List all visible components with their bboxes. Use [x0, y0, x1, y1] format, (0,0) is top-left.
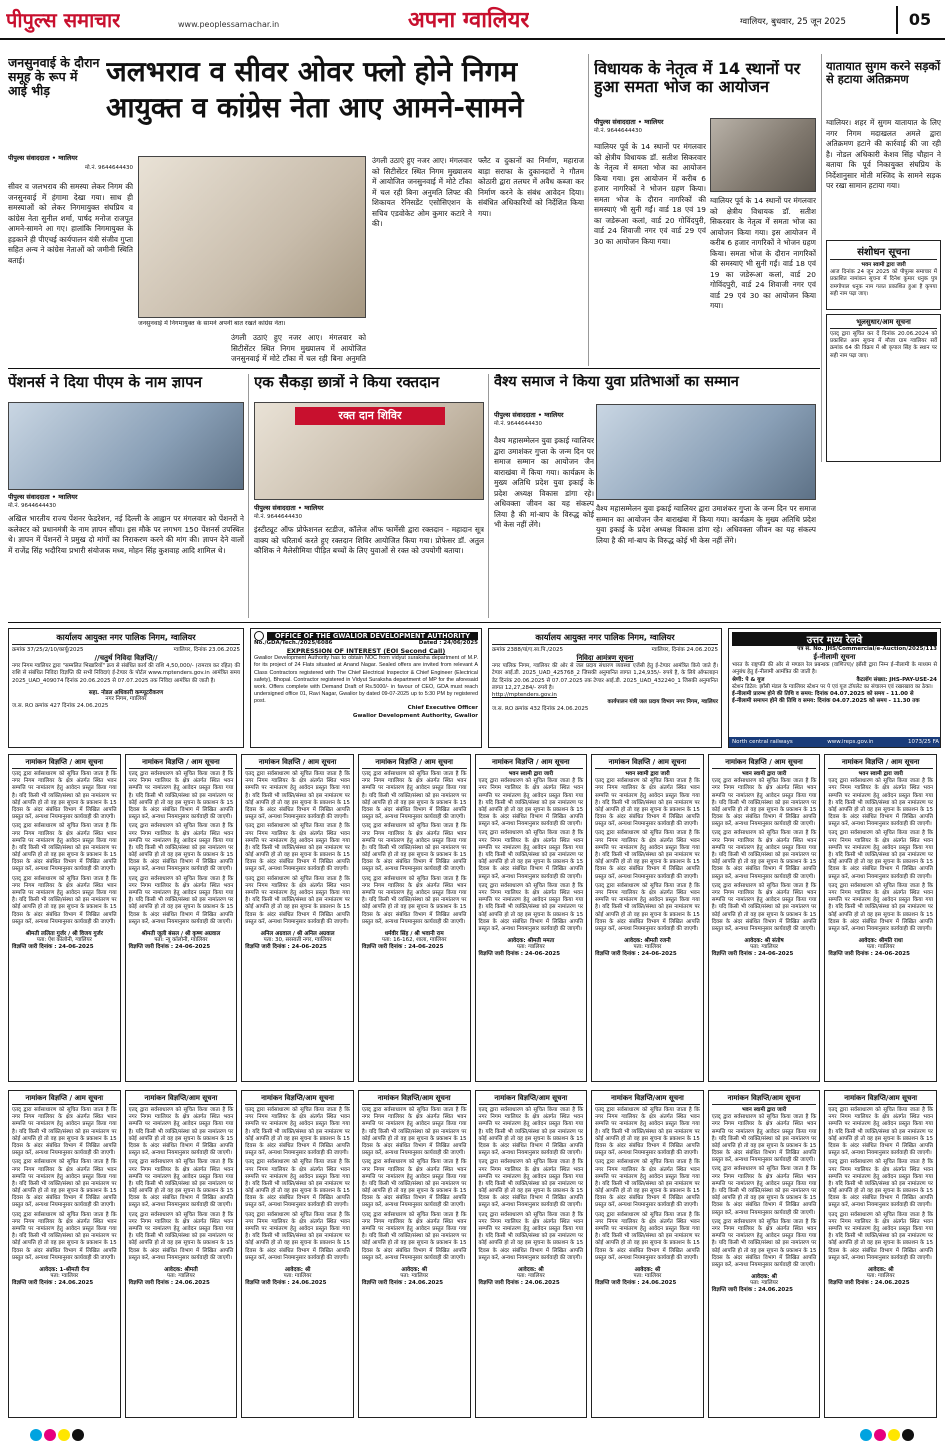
- byline-text: पीपुल्स संवाददाता • ग्वालियर: [254, 504, 324, 512]
- notice-body: एतद् द्वारा सर्वसाधारण को सूचित किया जाता है कि नगर निगम ग्वालियर के क्षेत्र अंतर्गत स्थित भवन सम्पत्ति पर नामांतरण हेतु आवेदन प्रस्तुत किया गया है। यदि किसी भी व्यक्ति/संस्था को इस नामांतरण पर कोई आपत्ति हो तो वह इस सूचना के प्रकाशन के 15 दिवस के अंदर संबंधित विभाग में लिखित आपत्ति प्रस्तुत करें, अन्यथा नियमानुसार कार्यवाही की जाएगी।: [128, 1159, 234, 1209]
- pensioners-text: अखिल भारतीय राज्य पेंशनर फेडरेशन, नई दिल्ली के आह्वान पर मंगलवार को पेंशनरों ने कलेक्टर को प्रधानमंत्री के नाम ज्ञापन सौंपा। इस मौके पर लगभग 150 पेंशनर्स उपस्थित थे। ज्ञापन में पेंशनरों ने प्रमुख दो मांगों का निराकरण करने की मांग की। ज्ञापन देने वालों में राजेंद्र सिंह भदौरिया प्रभारी संयोजक मध्य, मोहन सिंह कुशवाह आदि शामिल थे।: [8, 514, 244, 555]
- notice-signatory: अनिल अग्रवाल / श्री अनिल अग्रवाल: [260, 930, 335, 937]
- notice-signatory: श्रीमती जूली बंसल / श्री कृष्ण अग्रवाल: [141, 930, 221, 937]
- lead-col-2: उंगली उठाएं हुए नजर आए। मंगलवार को सिटीसेंटर स्थित निगम मुख्यालय में आयोजित जनसुनवाई में मोटे टाँका में चल रही बिना अनुमति: [231, 333, 366, 363]
- right-headline: विधायक के नेतृत्व में 14 स्थानों पर हुआ समता भोज का आयोजन: [594, 60, 801, 96]
- notice-body: एतद् द्वारा सर्वसाधारण को सूचित किया जाता है कि नगर निगम ग्वालियर के क्षेत्र अंतर्गत स्थित भवन सम्पत्ति पर नामांतरण हेतु आवेदन प्रस्तुत किया गया है। यदि किसी भी व्यक्ति/संस्था को इस नामांतरण पर कोई आपत्ति हो तो वह इस सूचना के प्रकाशन के 15 दिवस के अंदर संबंधित विभाग में लिखित आपत्ति प्रस्तुत करें, अन्यथा नियमानुसार कार्यवाही की जाएगी।: [478, 1211, 584, 1261]
- notice-body: एतद् द्वारा सर्वसाधारण को सूचित किया जाता है कि नगर निगम ग्वालियर के क्षेत्र अंतर्गत स्थित भवन सम्पत्ति पर नामांतरण हेतु आवेदन प्रस्तुत किया गया है। यदि किसी भी व्यक्ति/संस्था को इस नामांतरण पर कोई आपत्ति हो तो वह इस सूचना के प्रकाशन के 15 दिवस के अंदर संबंधित विभाग में लिखित आपत्ति प्रस्तुत करें, अन्यथा नियमानुसार कार्यवाही की जाएगी।: [245, 875, 350, 925]
- notice-date: विज्ञप्ति जारी दिनांक : 24.06.2025: [595, 1280, 677, 1287]
- ad-date: ग्वालियर, दिनांक 23.06.2025: [173, 647, 240, 653]
- notice-body: एतद् द्वारा सर्वसाधारण को सूचित किया जाता है कि नगर निगम ग्वालियर के क्षेत्र अंतर्गत स्थित भवन सम्पत्ति पर नामांतरण हेतु आवेदन प्रस्तुत किया गया है। यदि किसी भी व्यक्ति/संस्था को इस नामांतरण पर कोई आपत्ति हो तो वह इस सूचना के प्रकाशन के 15 दिवस के अंदर संबंधित विभाग में लिखित आपत्ति प्रस्तुत करें, अन्यथा नियमानुसार कार्यवाही की जाएगी।: [595, 1211, 700, 1261]
- gda-logo: [254, 631, 264, 641]
- lead-col-3: उंगली उठाएं हुए नजर आए। मंगलवार को सिटीसेंटर स्थित निगम मुख्यालय में आयोजित जनसुनवाई में मोटे टाँका में चल रही बिना अनुमति लिफ्ट की शिकायत रेनिसडेंट एसोसिएशन के सचिव एडवोकेट ओम कुमार कटारे ने की।: [372, 156, 472, 229]
- notice-title: नामांकन विज्ञप्ति / आम सूचना: [595, 758, 700, 769]
- lead-photo: [138, 156, 366, 318]
- cmyk-mark: [30, 1429, 42, 1441]
- notice-subtitle: भवन स्वामी द्वारा जारी: [741, 1107, 787, 1113]
- divider: [248, 374, 249, 618]
- divider: [8, 622, 941, 623]
- ad-title: कार्यालय आयुक्त नगर पालिक निगम, ग्वालियर: [12, 632, 240, 645]
- lead-headline: जलभराव व सीवर ओवर फ्लो होने निगम आयुक्त व कांग्रेस नेता आए आमने-सामने: [106, 55, 524, 124]
- vaishya-text: वैश्य महासम्मेलन युवा इकाई ग्वालियर द्वारा उमाशंकर गुप्ता के जन्म दिन पर समाज सम्मान का आयोजन जैन बाराखंबा में किया गया। कार्यक्रम के मुख्य अतिथि प्रदेश युवा इकाई के प्रदेश अध्यक्ष विकास डांगा रहे। अधिवक्ता जीवन का यह संकल्प लिया है की मां-बाप के विरुद्ध कोई भी केस नहीं लेंगे।: [494, 436, 594, 530]
- ad-footer: ज.स. RO क्रमांक 427 दिनांक 24.06.2025: [12, 702, 109, 709]
- pensioners-byline: [8, 492, 128, 514]
- side-text: ग्वालियर। शहर में सुगम यातायात के लिए नगर निगम मदाखलत अमले द्वारा अतिक्रमण हटाने की कार्रवाई की जा रही है। नोडल अधिकारी केशव सिंह चौहान ने बताया कि पूर्व निकायुक्त संघप्रिय के निर्देशानुसार मोती मस्जिद के सामने सड़क पर रखा सामान हटाया गया।: [826, 118, 941, 191]
- notice-date: विज्ञप्ति जारी दिनांक : 24.06.2025: [828, 1280, 910, 1287]
- notice-body: एतद् द्वारा सर्वसाधारण को सूचित किया जाता है कि नगर निगम ग्वालियर के क्षेत्र अंतर्गत स्थित भवन सम्पत्ति पर नामांतरण हेतु आवेदन प्रस्तुत किया गया है। यदि किसी भी व्यक्ति/संस्था को इस नामांतरण पर कोई आपत्ति हो तो वह इस सूचना के प्रकाशन के 15 दिवस के अंदर संबंधित विभाग में लिखित आपत्ति प्रस्तुत करें, अन्यथा नियमानुसार कार्यवाही की जाएगी।: [828, 882, 933, 932]
- dateline: ग्वालियर, बुधवार, 25 जून 2025: [740, 17, 846, 27]
- notice-date: विज्ञप्ति जारी दिनांक : 24-06-2025: [828, 951, 910, 958]
- ad-ref: No./GDA/Tech./2025/6086: [254, 640, 333, 646]
- lead-photo-caption: जनसुनवाई में निगमायुक्त के सामने अपनी बात रखते कांग्रेस नेता।: [138, 320, 286, 327]
- ad-station: स्टेशन डिटेल: झाँसी मंडल के ग्वालियर स्टेशन पर पे एवं यूज टॉयलेट का संचालन एवं रखरखाव का ठेका।: [732, 683, 933, 690]
- notice-body: एतद् द्वारा सर्वसाधारण को सूचित किया जाता है कि नगर निगम ग्वालियर के क्षेत्र अंतर्गत स्थित भवन सम्पत्ति पर नामांतरण हेतु आवेदन प्रस्तुत किया गया है। यदि किसी भी व्यक्ति/संस्था को इस नामांतरण पर कोई आपत्ति हो तो वह इस सूचना के प्रकाशन के 15 दिवस के अंदर संबंधित विभाग में लिखित आपत्ति प्रस्तुत करें, अन्यथा नियमानुसार कार्यवाही की जाएगी।: [245, 1159, 350, 1209]
- classified-notice: [125, 754, 238, 1082]
- classified-notice: [358, 754, 471, 1082]
- notice-body: एतद् द्वारा सर्वसाधारण को सूचित किया जाता है कि नगर निगम ग्वालियर के क्षेत्र अंतर्गत स्थित भवन सम्पत्ति पर नामांतरण हेतु आवेदन प्रस्तुत किया गया है। यदि किसी भी व्यक्ति/संस्था को इस नामांतरण पर कोई आपत्ति हो तो वह इस सूचना के प्रकाशन के 15 दिवस के अंदर संबंधित विभाग में लिखित आपत्ति प्रस्तुत करें, अन्यथा नियमानुसार कार्यवाही की जाएगी।: [361, 1159, 467, 1209]
- ad-sign: Chief Executive Officer: [407, 705, 478, 712]
- notice-signatory: धर्मवीर सिंह / श्री भवानी राम: [384, 930, 444, 937]
- lead-byline: [8, 153, 133, 179]
- notice-address: पता: ग्वालियर: [166, 1272, 195, 1279]
- notice-body: एतद् द्वारा सर्वसाधारण को सूचित किया जाता है कि नगर निगम ग्वालियर के क्षेत्र अंतर्गत स्थित भवन सम्पत्ति पर नामांतरण हेतु आवेदन प्रस्तुत किया गया है। यदि किसी भी व्यक्ति/संस्था को इस नामांतरण पर कोई आपत्ति हो तो वह इस सूचना के प्रकाशन के 15 दिवस के अंदर संबंधित विभाग में लिखित आपत्ति प्रस्तुत करें, अन्यथा नियमानुसार कार्यवाही की जाएगी।: [828, 1159, 933, 1209]
- cmyk-mark: [44, 1429, 56, 1441]
- notice-address: पता: ग्वालियर: [750, 944, 779, 951]
- notice-body: एतद् द्वारा सूचित कर दें दिनांक 20.06.2024 को प्रकाशित आम सूचना में मौजा ग्राम ग्वालियर सर्वे क्रमांक 64 की विक्रय में श्री कृपाल सिंह के स्थान पर सही नाम पढ़ा जाए।: [830, 331, 937, 359]
- notice-body: एतद् द्वारा सर्वसाधारण को सूचित किया जाता है कि नगर निगम ग्वालियर के क्षेत्र अंतर्गत स्थित भवन सम्पत्ति पर नामांतरण हेतु आवेदन प्रस्तुत किया गया है। यदि किसी भी व्यक्ति/संस्था को इस नामांतरण पर कोई आपत्ति हो तो वह इस सूचना के प्रकाशन के 15 दिवस के अंदर संबंधित विभाग में लिखित आपत्ति प्रस्तुत करें, अन्यथा नियमानुसार कार्यवाही की जाएगी।: [12, 771, 117, 821]
- ad-date: ग्वालियर, दिनांक 24.06.2025: [651, 647, 718, 653]
- notice-body: एतद् द्वारा सर्वसाधारण को सूचित किया जाता है कि नगर निगम ग्वालियर के क्षेत्र अंतर्गत स्थित भवन सम्पत्ति पर नामांतरण हेतु आवेदन प्रस्तुत किया गया है। यदि किसी भी व्यक्ति/संस्था को इस नामांतरण पर कोई आपत्ति हो तो वह इस सूचना के प्रकाशन के 15 दिवस के अंदर संबंधित विभाग में लिखित आपत्ति प्रस्तुत करें, अन्यथा नियमानुसार कार्यवाही की जाएगी।: [478, 778, 584, 828]
- notice-address: पता: ग्वालियर: [283, 1272, 312, 1279]
- cmyk-mark: [902, 1429, 914, 1441]
- notice-date: विज्ञप्ति जारी दिनांक : 24.06.2025: [361, 1280, 444, 1287]
- notice-signatory: आवेदक: श्री: [867, 1266, 894, 1273]
- classified-notice: [824, 1090, 937, 1418]
- notice-body: आज दिनांक 24 जून 2025 को पीपुल्स समाचार में प्रकाशित नामांकन सूचना में दिनेश कुमार धनुक पुत्र रामगोपाल धनुक नाम गलत प्रकाशित हुआ है कृपया सही नाम पढ़ा जाए।: [830, 269, 937, 297]
- notice-address: पता: ग्वालियर: [400, 1272, 429, 1279]
- notice-date: विज्ञप्ति जारी दिनांक : 24-06-2025: [595, 951, 677, 958]
- notice-subtitle: भवन स्वामी द्वारा जारी: [508, 771, 554, 777]
- notice-body: एतद् द्वारा सर्वसाधारण को सूचित किया जाता है कि नगर निगम ग्वालियर के क्षेत्र अंतर्गत स्थित भवन सम्पत्ति पर नामांतरण हेतु आवेदन प्रस्तुत किया गया है। यदि किसी भी व्यक्ति/संस्था को इस नामांतरण पर कोई आपत्ति हो तो वह इस सूचना के प्रकाशन के 15 दिवस के अंदर संबंधित विभाग में लिखित आपत्ति प्रस्तुत करें, अन्यथा नियमानुसार कार्यवाही की जाएगी।: [478, 1159, 584, 1209]
- bhoomi-notice: [826, 314, 941, 462]
- notice-body: एतद् द्वारा सर्वसाधारण को सूचित किया जाता है कि नगर निगम ग्वालियर के क्षेत्र अंतर्गत स्थित भवन सम्पत्ति पर नामांतरण हेतु आवेदन प्रस्तुत किया गया है। यदि किसी भी व्यक्ति/संस्था को इस नामांतरण पर कोई आपत्ति हो तो वह इस सूचना के प्रकाशन के 15 दिवस के अंदर संबंधित विभाग में लिखित आपत्ति प्रस्तुत करें, अन्यथा नियमानुसार कार्यवाही की जाएगी।: [828, 778, 933, 828]
- notice-body: एतद् द्वारा सर्वसाधारण को सूचित किया जाता है कि नगर निगम ग्वालियर के क्षेत्र अंतर्गत स्थित भवन सम्पत्ति पर नामांतरण हेतु आवेदन प्रस्तुत किया गया है। यदि किसी भी व्यक्ति/संस्था को इस नामांतरण पर कोई आपत्ति हो तो वह इस सूचना के प्रकाशन के 15 दिवस के अंदर संबंधित विभाग में लिखित आपत्ति प्रस्तुत करें, अन्यथा नियमानुसार कार्यवाही की जाएगी।: [245, 823, 350, 873]
- notice-body: एतद् द्वारा सर्वसाधारण को सूचित किया जाता है कि नगर निगम ग्वालियर के क्षेत्र अंतर्गत स्थित भवन सम्पत्ति पर नामांतरण हेतु आवेदन प्रस्तुत किया गया है। यदि किसी भी व्यक्ति/संस्था को इस नामांतरण पर कोई आपत्ति हो तो वह इस सूचना के प्रकाशन के 15 दिवस के अंदर संबंधित विभाग में लिखित आपत्ति प्रस्तुत करें, अन्यथा नियमानुसार कार्यवाही की जाएगी।: [361, 1211, 467, 1261]
- notice-date: विज्ञप्ति जारी दिनांक : 24-06-2025: [361, 944, 444, 951]
- brand-name: पीपुल्स समाचार: [6, 8, 121, 32]
- notice-title: नामांकन विज्ञप्ति/आम सूचना: [479, 1094, 584, 1105]
- divider: [588, 54, 589, 366]
- notice-subtitle: भवन स्वामी द्वारा जारी: [741, 771, 787, 777]
- classified-notice: [708, 1090, 821, 1418]
- notice-body: एतद् द्वारा सर्वसाधारण को सूचित किया जाता है कि नगर निगम ग्वालियर के क्षेत्र अंतर्गत स्थित भवन सम्पत्ति पर नामांतरण हेतु आवेदन प्रस्तुत किया गया है। यदि किसी भी व्यक्ति/संस्था को इस नामांतरण पर कोई आपत्ति हो तो वह इस सूचना के प्रकाशन के 15 दिवस के अंदर संबंधित विभाग में लिखित आपत्ति प्रस्तुत करें, अन्यथा नियमानुसार कार्यवाही की जाएगी।: [478, 830, 584, 880]
- notice-title: नामांकन विज्ञप्ति / आम सूचना: [245, 758, 350, 769]
- notice-body: एतद् द्वारा सर्वसाधारण को सूचित किया जाता है कि नगर निगम ग्वालियर के क्षेत्र अंतर्गत स्थित भवन सम्पत्ति पर नामांतरण हेतु आवेदन प्रस्तुत किया गया है। यदि किसी भी व्यक्ति/संस्था को इस नामांतरण पर कोई आपत्ति हो तो वह इस सूचना के प्रकाशन के 15 दिवस के अंदर संबंधित विभाग में लिखित आपत्ति प्रस्तुत करें, अन्यथा नियमानुसार कार्यवाही की जाएगी।: [12, 823, 117, 873]
- notice-subtitle: भवन स्वामी द्वारा जारी: [858, 771, 903, 777]
- side-headline: यातायात सुगम करने सड़कों से हटाया अतिक्रमण: [826, 60, 941, 86]
- notice-body: एतद् द्वारा सर्वसाधारण को सूचित किया जाता है कि नगर निगम ग्वालियर के क्षेत्र अंतर्गत स्थित भवन सम्पत्ति पर नामांतरण हेतु आवेदन प्रस्तुत किया गया है। यदि किसी भी व्यक्ति/संस्था को इस नामांतरण पर कोई आपत्ति हो तो वह इस सूचना के प्रकाशन के 15 दिवस के अंदर संबंधित विभाग में लिखित आपत्ति प्रस्तुत करें, अन्यथा नियमानुसार कार्यवाही की जाएगी।: [128, 823, 234, 873]
- classified-notice: [475, 754, 588, 1082]
- notice-body: एतद् द्वारा सर्वसाधारण को सूचित किया जाता है कि नगर निगम ग्वालियर के क्षेत्र अंतर्गत स्थित भवन सम्पत्ति पर नामांतरण हेतु आवेदन प्रस्तुत किया गया है। यदि किसी भी व्यक्ति/संस्था को इस नामांतरण पर कोई आपत्ति हो तो वह इस सूचना के प्रकाशन के 15 दिवस के अंदर संबंधित विभाग में लिखित आपत्ति प्रस्तुत करें, अन्यथा नियमानुसार कार्यवाही की जाएगी।: [245, 1211, 350, 1261]
- classified-notice: [241, 1090, 354, 1418]
- notice-date: विज्ञप्ति जारी दिनांक : 24.06.2025: [128, 1280, 210, 1287]
- notice-signatory: आवेदक: 1-श्रीमती रीना: [39, 1266, 90, 1273]
- notice-signatory: आवेदक: श्री: [751, 1274, 777, 1281]
- railway-footer: 1073/25 FA: [907, 739, 939, 745]
- notice-body: एतद् द्वारा सर्वसाधारण को सूचित किया जाता है कि नगर निगम ग्वालियर के क्षेत्र अंतर्गत स्थित भवन सम्पत्ति पर नामांतरण हेतु आवेदन प्रस्तुत किया गया है। यदि किसी भी व्यक्ति/संस्था को इस नामांतरण पर कोई आपत्ति हो तो वह इस सूचना के प्रकाशन के 15 दिवस के अंदर संबंधित विभाग में लिखित आपत्ति प्रस्तुत करें, अन्यथा नियमानुसार कार्यवाही की जाएगी।: [128, 1211, 234, 1261]
- notice-body: एतद् द्वारा सर्वसाधारण को सूचित किया जाता है कि नगर निगम ग्वालियर के क्षेत्र अंतर्गत स्थित भवन सम्पत्ति पर नामांतरण हेतु आवेदन प्रस्तुत किया गया है। यदि किसी भी व्यक्ति/संस्था को इस नामांतरण पर कोई आपत्ति हो तो वह इस सूचना के प्रकाशन के 15 दिवस के अंदर संबंधित विभाग में लिखित आपत्ति प्रस्तुत करें, अन्यथा नियमानुसार कार्यवाही की जाएगी।: [478, 1107, 584, 1157]
- ad-subtitle: EXPRESSION OF INTEREST (EOI Second Call): [286, 647, 446, 656]
- ad-footer-bar: [729, 737, 941, 747]
- notice-signatory: आवेदक: श्रीमति राधा: [858, 938, 903, 945]
- section-title: अपना ग्वालियर: [408, 8, 530, 33]
- blood-photo: [254, 402, 484, 500]
- ad-title: कार्यालय आयुक्त नगर पालिक निगम, ग्वालियर: [492, 632, 718, 645]
- notice-address: पता: 30, सरस्वती नगर, ग्वालियर: [263, 936, 332, 943]
- blood-banner: रक्त दान शिविर: [295, 407, 445, 425]
- classified-notice: [125, 1090, 238, 1418]
- pensioners-headline: पेंशनर्स ने दिया पीएम के नाम ज्ञापन: [8, 374, 202, 391]
- notice-body: एतद् द्वारा सर्वसाधारण को सूचित किया जाता है कि नगर निगम ग्वालियर के क्षेत्र अंतर्गत स्थित भवन सम्पत्ति पर नामांतरण हेतु आवेदन प्रस्तुत किया गया है। यदि किसी भी व्यक्ति/संस्था को इस नामांतरण पर कोई आपत्ति हो तो वह इस सूचना के प्रकाशन के 15 दिवस के अंदर संबंधित विभाग में लिखित आपत्ति प्रस्तुत करें, अन्यथा नियमानुसार कार्यवाही की जाएगी।: [595, 882, 700, 932]
- lead-col-4: फ्लैट व दुकानों का निर्माण, महाराज बाड़ा सराफा के दुकानदारों ने गौतम कोठारी द्वारा तलघर में अवैध कब्जा कर निर्माण करने के संबंध आवेदन दिया। संबंधित अधिकारियों को निर्देशित किया गया।: [478, 156, 584, 218]
- notice-title: नामांकन विज्ञप्ति/आम सूचना: [362, 1094, 467, 1105]
- notice-body: एतद् द्वारा सर्वसाधारण को सूचित किया जाता है कि नगर निगम ग्वालियर के क्षेत्र अंतर्गत स्थित भवन सम्पत्ति पर नामांतरण हेतु आवेदन प्रस्तुत किया गया है। यदि किसी भी व्यक्ति/संस्था को इस नामांतरण पर कोई आपत्ति हो तो वह इस सूचना के प्रकाशन के 15 दिवस के अंदर संबंधित विभाग में लिखित आपत्ति प्रस्तुत करें, अन्यथा नियमानुसार कार्यवाही की जाएगी।: [711, 882, 817, 932]
- notice-body: एतद् द्वारा सर्वसाधारण को सूचित किया जाता है कि नगर निगम ग्वालियर के क्षेत्र अंतर्गत स्थित भवन सम्पत्ति पर नामांतरण हेतु आवेदन प्रस्तुत किया गया है। यदि किसी भी व्यक्ति/संस्था को इस नामांतरण पर कोई आपत्ति हो तो वह इस सूचना के प्रकाशन के 15 दिवस के अंदर संबंधित विभाग में लिखित आपत्ति प्रस्तुत करें, अन्यथा नियमानुसार कार्यवाही की जाएगी।: [12, 1159, 117, 1209]
- ad-category: श्रेणी: पे & यूज: [732, 676, 765, 683]
- ad-subtitle: ई-नीलामी सूचना: [813, 653, 856, 662]
- ad-title: उत्तर मध्य रेलवे: [732, 632, 937, 646]
- cmyk-mark: [888, 1429, 900, 1441]
- mobile-number: मो.नं. 9644644430: [594, 128, 643, 134]
- notice-signatory: आवेदक: श्री: [634, 1266, 661, 1273]
- ad-start: ई-नीलामी प्रारम्भ होने की तिथि व समय: दिनांक 04.07.2025 को समय - 11.00 से: [732, 690, 914, 697]
- notice-body: एतद् द्वारा सर्वसाधारण को सूचित किया जाता है कि नगर निगम ग्वालियर के क्षेत्र अंतर्गत स्थित भवन सम्पत्ति पर नामांतरण हेतु आवेदन प्रस्तुत किया गया है। यदि किसी भी व्यक्ति/संस्था को इस नामांतरण पर कोई आपत्ति हो तो वह इस सूचना के प्रकाशन के 15 दिवस के अंदर संबंधित विभाग में लिखित आपत्ति प्रस्तुत करें, अन्यथा नियमानुसार कार्यवाही की जाएगी।: [245, 771, 350, 821]
- notice-body: एतद् द्वारा सर्वसाधारण को सूचित किया जाता है कि नगर निगम ग्वालियर के क्षेत्र अंतर्गत स्थित भवन सम्पत्ति पर नामांतरण हेतु आवेदन प्रस्तुत किया गया है। यदि किसी भी व्यक्ति/संस्था को इस नामांतरण पर कोई आपत्ति हो तो वह इस सूचना के प्रकाशन के 15 दिवस के अंदर संबंधित विभाग में लिखित आपत्ति प्रस्तुत करें, अन्यथा नियमानुसार कार्यवाही की जाएगी।: [128, 875, 234, 925]
- notice-body: एतद् द्वारा सर्वसाधारण को सूचित किया जाता है कि नगर निगम ग्वालियर के क्षेत्र अंतर्गत स्थित भवन सम्पत्ति पर नामांतरण हेतु आवेदन प्रस्तुत किया गया है। यदि किसी भी व्यक्ति/संस्था को इस नामांतरण पर कोई आपत्ति हो तो वह इस सूचना के प्रकाशन के 15 दिवस के अंदर संबंधित विभाग में लिखित आपत्ति प्रस्तुत करें, अन्यथा नियमानुसार कार्यवाही की जाएगी।: [595, 830, 700, 880]
- notice-date: विज्ञप्ति जारी दिनांक : 24-06-2025: [128, 944, 211, 951]
- ad-end: ई-नीलामी समापन होने की तिथि व समय: दिनांक 04.07.2025 को समय - 11.30 तक: [732, 698, 920, 705]
- divider: [821, 54, 822, 462]
- notice-address: पता: ग्वालियर: [50, 1272, 79, 1279]
- ad-sign: कार्यपालन यंत्री जल प्रदाय विभाग नगर निगम, ग्वालियर: [607, 699, 718, 706]
- mobile-number: मो.नं. 9644644430: [254, 514, 303, 520]
- blood-headline: एक सैकड़ा छात्रों ने किया रक्तदान: [254, 374, 440, 391]
- classified-notice: [708, 754, 821, 1082]
- notice-body: एतद् द्वारा सर्वसाधारण को सूचित किया जाता है कि नगर निगम ग्वालियर के क्षेत्र अंतर्गत स्थित भवन सम्पत्ति पर नामांतरण हेतु आवेदन प्रस्तुत किया गया है। यदि किसी भी व्यक्ति/संस्था को इस नामांतरण पर कोई आपत्ति हो तो वह इस सूचना के प्रकाशन के 15 दिवस के अंदर संबंधित विभाग में लिखित आपत्ति प्रस्तुत करें, अन्यथा नियमानुसार कार्यवाही की जाएगी।: [711, 1218, 817, 1268]
- notice-body: एतद् द्वारा सर्वसाधारण को सूचित किया जाता है कि नगर निगम ग्वालियर के क्षेत्र अंतर्गत स्थित भवन सम्पत्ति पर नामांतरण हेतु आवेदन प्रस्तुत किया गया है। यदि किसी भी व्यक्ति/संस्था को इस नामांतरण पर कोई आपत्ति हो तो वह इस सूचना के प्रकाशन के 15 दिवस के अंदर संबंधित विभाग में लिखित आपत्ति प्रस्तुत करें, अन्यथा नियमानुसार कार्यवाही की जाएगी।: [711, 1114, 817, 1164]
- notice-title: नामांकन विज्ञप्ति / आम सूचना: [828, 758, 933, 769]
- notice-address: पता: ऐश कॉलोनी, ग्वालियर: [36, 936, 92, 943]
- notice-address: पता: ग्वालियर: [866, 1272, 895, 1279]
- notice-title: नामांकन विज्ञप्ति/आम सूचना: [828, 1094, 933, 1105]
- kmc-ad-1: [8, 628, 244, 748]
- ad-link[interactable]: http://mptenders.gov.in: [492, 691, 557, 698]
- notice-title: नामांकन विज्ञप्ति/आम सूचना: [129, 1094, 234, 1105]
- classified-notice: [591, 1090, 704, 1418]
- website-url[interactable]: www.peoplessamachar.in: [178, 20, 280, 29]
- mobile-number: मो.नं. 9644644430: [494, 421, 543, 427]
- ad-body: Gwalior Development Authority has to obtain NOC from vidyut suraksha department of M.P. for its project of 24 Flats situated at Anand Nagar. Sealed offers are invited from relevant A Class Contractors registered with The Chief Electrical Inspector & Chief Engineer (Electrical safety), Bhopal. Contractor registered in Vidyut Suraksha department of MP for the aforesaid work. Offers complete with Demand Draft of Rs.5000/- in favour of CEO, GDA must reach undersigned office 01, Ravi Nagar, Gwalior by dated 09-07-2025 up to 5:30 PM by registered post.: [254, 655, 478, 705]
- ad-subtitle: निविदा आमंत्रण सूचना: [576, 654, 634, 663]
- notice-address: पता: ग्वालियर: [633, 1272, 662, 1279]
- divider: [488, 374, 489, 618]
- byline-text: पीपुल्स संवाददाता • ग्वालियर: [494, 411, 564, 419]
- right-photo: [710, 118, 816, 192]
- byline-text: पीपुल्स संवाददाता • ग्वालियर: [8, 493, 78, 501]
- notice-body: एतद् द्वारा सर्वसाधारण को सूचित किया जाता है कि नगर निगम ग्वालियर के क्षेत्र अंतर्गत स्थित भवन सम्पत्ति पर नामांतरण हेतु आवेदन प्रस्तुत किया गया है। यदि किसी भी व्यक्ति/संस्था को इस नामांतरण पर कोई आपत्ति हो तो वह इस सूचना के प्रकाशन के 15 दिवस के अंदर संबंधित विभाग में लिखित आपत्ति प्रस्तुत करें, अन्यथा नियमानुसार कार्यवाही की जाएगी।: [595, 1107, 700, 1157]
- notice-signatory: आवेदक: श्री: [401, 1266, 428, 1273]
- notice-signatory: आवेदक: श्री संतोष: [744, 938, 784, 945]
- sanshodhan-notice: [826, 240, 941, 310]
- notice-title: नामांकन विज्ञप्ति/आम सूचना: [712, 1094, 817, 1105]
- notice-address: पता: न्यू कॉलोनी, ग्वालियर: [154, 936, 208, 943]
- notice-title: नामांकन विज्ञप्ति / आम सूचना: [712, 758, 817, 769]
- railway-tag: North central railways: [732, 739, 793, 745]
- mobile-number: मो.नं. 9644644430: [84, 165, 133, 171]
- masthead: [0, 0, 945, 40]
- blood-byline: [254, 503, 364, 525]
- classified-notice: [241, 754, 354, 1082]
- ad-meta: [254, 640, 478, 647]
- classified-notice: [475, 1090, 588, 1418]
- lead-kicker: जनसुनवाई के दौरान समूह के रूप में आई भीड़: [8, 56, 100, 98]
- lead-col-1: सीवर व जलभराव की समस्या लेकर निगम की जनसुनवाई में हंगामा देखा गया। साथ ही समस्याओं को लेकर निगमायुक्त संघप्रिय व कांग्रेस नेता सुनील शर्मा, पार्षद मनोज राजपूत आमने-सामने आ गए। हालांकि निगमायुक्त के हड़काने ही पीएचई कार्यपालन यंत्री संजीव गुप्ता सहित अन्य ने कांग्रेस नेताओं को जमीनी स्थिति बताई।: [8, 182, 133, 265]
- pensioners-photo: [8, 402, 244, 490]
- notice-date: विज्ञप्ति जारी दिनांक : 24-06-2025: [245, 944, 327, 951]
- blood-text: इंस्टीट्यूट ऑफ प्रोफेशनल स्टडीज, कॉलेज ऑफ फार्मेसी द्वारा रक्तदान - महादान सूत्र वाक्य को चरितार्थ करते हुए रक्तदान शिविर आयोजित किया गया। प्रोफेसर डॉ. अतुल कौशिक ने मैलेसीमिया पीड़ित बच्चों के लिए युवाओं से रक्त को उपयोगी बताया।: [254, 525, 484, 556]
- byline-text: पीपुल्स संवाददाता • ग्वालियर: [594, 118, 664, 126]
- notice-date: विज्ञप्ति जारी दिनांक : 24-06-2025: [478, 951, 561, 958]
- ad-body: भारत के राष्ट्रपति की ओर से मण्डल रेल प्रबन्धक (वाणिज्य)/ झाँसी द्वारा निम्न ई-नीलामी के माध्यम से अनुबंध हेतु ई-नीलामी आमंत्रित की जाती है।: [732, 662, 937, 676]
- ad-ref: क्रमांक 2388/यां/ए.सा.पि./2025: [492, 647, 564, 653]
- notice-signatory: आवेदक: श्रीमती: [164, 1266, 198, 1273]
- ad-title: OFFICE OF THE GWALIOR DEVELOPMENT AUTHORITY: [267, 632, 478, 640]
- notice-title: नामांकन विज्ञप्ति / आम सूचना: [479, 758, 584, 769]
- notice-body: एतद् द्वारा सर्वसाधारण को सूचित किया जाता है कि नगर निगम ग्वालियर के क्षेत्र अंतर्गत स्थित भवन सम्पत्ति पर नामांतरण हेतु आवेदन प्रस्तुत किया गया है। यदि किसी भी व्यक्ति/संस्था को इस नामांतरण पर कोई आपत्ति हो तो वह इस सूचना के प्रकाशन के 15 दिवस के अंदर संबंधित विभाग में लिखित आपत्ति प्रस्तुत करें, अन्यथा नियमानुसार कार्यवाही की जाएगी।: [361, 823, 467, 873]
- byline-text: पीपुल्स संवाददाता • ग्वालियर: [8, 154, 78, 162]
- notice-title: नामांकन विज्ञप्ति / आम सूचना: [12, 1094, 117, 1105]
- classified-notice: [8, 1090, 121, 1418]
- vaishya-byline: [494, 410, 594, 432]
- classified-notice: [8, 754, 121, 1082]
- ad-category-row: [732, 677, 937, 684]
- cmyk-mark: [860, 1429, 872, 1441]
- notice-body: एतद् द्वारा सर्वसाधारण को सूचित किया जाता है कि नगर निगम ग्वालियर के क्षेत्र अंतर्गत स्थित भवन सम्पत्ति पर नामांतरण हेतु आवेदन प्रस्तुत किया गया है। यदि किसी भी व्यक्ति/संस्था को इस नामांतरण पर कोई आपत्ति हो तो वह इस सूचना के प्रकाशन के 15 दिवस के अंदर संबंधित विभाग में लिखित आपत्ति प्रस्तुत करें, अन्यथा नियमानुसार कार्यवाही की जाएगी।: [128, 771, 234, 821]
- right-byline: [594, 117, 708, 139]
- notice-date: विज्ञप्ति जारी दिनांक : 24.06.2025: [12, 1280, 94, 1287]
- notice-title: नामांकन विज्ञप्ति/आम सूचना: [245, 1094, 350, 1105]
- right-col-2: ग्वालियर पूर्व के 14 स्थानों पर मंगलवार को क्षेत्रीय विधायक डॉ. सतीश सिकरवार के नेतृत्व में समता भोज का आयोजन किया गया। इस आयोजन में करीब 6 हजार नागरिकों ने भोजन ग्रहण किया। समता भोज के दौरान नागरिकों की समस्याएं भी सुनी गईं। वार्ड 18 एवं 19 का जडेरूआ कलां, वार्ड 20 गोविंदपुरी, वार्ड 24 शिवाजी नगर एवं वार्ड 29 एवं 30 का आयोजन किया गया।: [710, 196, 816, 311]
- mobile-number: मो.नं. 9644644430: [8, 503, 57, 509]
- divider: [8, 368, 820, 369]
- notice-body: एतद् द्वारा सर्वसाधारण को सूचित किया जाता है कि नगर निगम ग्वालियर के क्षेत्र अंतर्गत स्थित भवन सम्पत्ति पर नामांतरण हेतु आवेदन प्रस्तुत किया गया है। यदि किसी भी व्यक्ति/संस्था को इस नामांतरण पर कोई आपत्ति हो तो वह इस सूचना के प्रकाशन के 15 दिवस के अंदर संबंधित विभाग में लिखित आपत्ति प्रस्तुत करें, अन्यथा नियमानुसार कार्यवाही की जाएगी।: [711, 778, 817, 828]
- notice-subtitle: भवन स्वामी द्वारा जारी: [861, 262, 906, 268]
- notice-title: भूलसुधार/आम सूचना: [830, 318, 937, 329]
- notice-body: एतद् द्वारा सर्वसाधारण को सूचित किया जाता है कि नगर निगम ग्वालियर के क्षेत्र अंतर्गत स्थित भवन सम्पत्ति पर नामांतरण हेतु आवेदन प्रस्तुत किया गया है। यदि किसी भी व्यक्ति/संस्था को इस नामांतरण पर कोई आपत्ति हो तो वह इस सूचना के प्रकाशन के 15 दिवस के अंदर संबंधित विभाग में लिखित आपत्ति प्रस्तुत करें, अन्यथा नियमानुसार कार्यवाही की जाएगी।: [711, 830, 817, 880]
- notice-date: विज्ञप्ति जारी दिनांक : 24.06.2025: [245, 1280, 327, 1287]
- vaishya-text-2: वैश्य महासम्मेलन युवा इकाई ग्वालियर द्वारा उमाशंकर गुप्ता के जन्म दिन पर समाज सम्मान का आयोजन जैन बाराखंबा में किया गया। कार्यक्रम के मुख्य अतिथि प्रदेश युवा इकाई के प्रदेश अध्यक्ष विकास डांगा रहे। अधिवक्ता जीवन का यह संकल्प लिया है की मां-बाप के विरुद्ध कोई भी केस नहीं लेंगे।: [596, 504, 816, 545]
- notice-signatory: श्रीमती ललिता गुर्जर / श्री विजय गुर्जर: [25, 930, 103, 937]
- notice-signatory: आवेदक: श्रीमती रजनी: [624, 938, 671, 945]
- notice-address: पता: 16-162, शाला, ग्वालियर: [381, 936, 447, 943]
- railway-web[interactable]: www.ireps.gov.in: [827, 739, 874, 745]
- right-col-1: ग्वालियर पूर्व के 14 स्थानों पर मंगलवार को क्षेत्रीय विधायक डॉ. सतीश सिकरवार के नेतृत्व में समता भोज का आयोजन किया गया। इस आयोजन में करीब 6 हजार नागरिकों ने भोजन ग्रहण किया। समता भोज के दौरान नागरिकों की समस्याएं भी सुनी गईं। वार्ड 18 एवं 19 का जडेरूआ कलां, वार्ड 20 गोविंदपुरी, वार्ड 24 शिवाजी नगर एवं वार्ड 29 एवं 30 का आयोजन किया गया।: [594, 142, 706, 246]
- classified-notice: [824, 754, 937, 1082]
- notice-body: एतद् द्वारा सर्वसाधारण को सूचित किया जाता है कि नगर निगम ग्वालियर के क्षेत्र अंतर्गत स्थित भवन सम्पत्ति पर नामांतरण हेतु आवेदन प्रस्तुत किया गया है। यदि किसी भी व्यक्ति/संस्था को इस नामांतरण पर कोई आपत्ति हो तो वह इस सूचना के प्रकाशन के 15 दिवस के अंदर संबंधित विभाग में लिखित आपत्ति प्रस्तुत करें, अन्यथा नियमानुसार कार्यवाही की जाएगी।: [12, 1211, 117, 1261]
- notice-signatory: आवेदक: श्री: [284, 1266, 311, 1273]
- notice-signatory: आवेदक: श्री: [517, 1266, 544, 1273]
- notice-body: एतद् द्वारा सर्वसाधारण को सूचित किया जाता है कि नगर निगम ग्वालियर के क्षेत्र अंतर्गत स्थित भवन सम्पत्ति पर नामांतरण हेतु आवेदन प्रस्तुत किया गया है। यदि किसी भी व्यक्ति/संस्था को इस नामांतरण पर कोई आपत्ति हो तो वह इस सूचना के प्रकाशन के 15 दिवस के अंदर संबंधित विभाग में लिखित आपत्ति प्रस्तुत करें, अन्यथा नियमानुसार कार्यवाही की जाएगी।: [828, 830, 933, 880]
- ad-sign-2: नगर निगम, ग्वालियर: [105, 695, 147, 702]
- notice-body: एतद् द्वारा सर्वसाधारण को सूचित किया जाता है कि नगर निगम ग्वालियर के क्षेत्र अंतर्गत स्थित भवन सम्पत्ति पर नामांतरण हेतु आवेदन प्रस्तुत किया गया है। यदि किसी भी व्यक्ति/संस्था को इस नामांतरण पर कोई आपत्ति हो तो वह इस सूचना के प्रकाशन के 15 दिवस के अंदर संबंधित विभाग में लिखित आपत्ति प्रस्तुत करें, अन्यथा नियमानुसार कार्यवाही की जाएगी।: [361, 1107, 467, 1157]
- classifieds-row-2: [8, 1090, 941, 1420]
- kmc-ad-2: [488, 628, 722, 748]
- notice-address: पता: ग्वालियर: [516, 1272, 545, 1279]
- ad-body: नगर निगम ग्वालियर द्वारा "सम्मलित भिखारियों" क्रय से संबंधित कार्य की राशि 4,50,000/- (रामरात्र कर रहित) की राशि से संबंधित निविदा विज्ञप्ति की सभी निविदाएं ई-टेण्डर के पोर्टल www.mptenders.gov.in आमंत्रित समय 2025_UAD_409074 दिनांक 20.06.2025 से 07.07.2025 तक निविदा आमंत्रित की जाती है।: [12, 663, 240, 684]
- ad-ref-no: पत्र सं. No. JHS/Commercial/e-Auction/2025/113: [797, 646, 937, 652]
- notice-address: पता: ग्वालियर: [516, 944, 545, 951]
- notice-date: विज्ञप्ति जारी दिनांक : 24.06.2025: [711, 1287, 793, 1294]
- ad-body: नगर पालिक निगम, ग्वालियर की ओर से जल प्रदाय संधारण व्यवस्था एजेंसी हेतु ई-टेण्डर आमंत्रित किये जाते हैं। टेण्डर आई.डी. 2025_UAD_425768_2 जिसकी अनुमानित लागत 1,24,935/- रुपये है, के लिये ऑफलाइन डेट दिनांक 20.06.2025 से 07.07.2025 तक टेण्डर आई.डी. 2025_UAD_432240_1 जिसकी अनुमानित लागत 12,27,284/- रुपये है।: [492, 663, 718, 691]
- notice-body: एतद् द्वारा सर्वसाधारण को सूचित किया जाता है कि नगर निगम ग्वालियर के क्षेत्र अंतर्गत स्थित भवन सम्पत्ति पर नामांतरण हेतु आवेदन प्रस्तुत किया गया है। यदि किसी भी व्यक्ति/संस्था को इस नामांतरण पर कोई आपत्ति हो तो वह इस सूचना के प्रकाशन के 15 दिवस के अंदर संबंधित विभाग में लिखित आपत्ति प्रस्तुत करें, अन्यथा नियमानुसार कार्यवाही की जाएगी।: [595, 778, 700, 828]
- classified-notice: [358, 1090, 471, 1418]
- notice-body: एतद् द्वारा सर्वसाधारण को सूचित किया जाता है कि नगर निगम ग्वालियर के क्षेत्र अंतर्गत स्थित भवन सम्पत्ति पर नामांतरण हेतु आवेदन प्रस्तुत किया गया है। यदि किसी भी व्यक्ति/संस्था को इस नामांतरण पर कोई आपत्ति हो तो वह इस सूचना के प्रकाशन के 15 दिवस के अंदर संबंधित विभाग में लिखित आपत्ति प्रस्तुत करें, अन्यथा नियमानुसार कार्यवाही की जाएगी।: [245, 1107, 350, 1157]
- notice-body: एतद् द्वारा सर्वसाधारण को सूचित किया जाता है कि नगर निगम ग्वालियर के क्षेत्र अंतर्गत स्थित भवन सम्पत्ति पर नामांतरण हेतु आवेदन प्रस्तुत किया गया है। यदि किसी भी व्यक्ति/संस्था को इस नामांतरण पर कोई आपत्ति हो तो वह इस सूचना के प्रकाशन के 15 दिवस के अंदर संबंधित विभाग में लिखित आपत्ति प्रस्तुत करें, अन्यथा नियमानुसार कार्यवाही की जाएगी।: [12, 1107, 117, 1157]
- notice-signatory: आवेदक: श्रीमती ममता: [507, 938, 555, 945]
- notice-address: पता: ग्वालियर: [633, 944, 662, 951]
- classifieds-row-1: [8, 754, 941, 1084]
- railway-ad: [728, 628, 941, 748]
- notice-date: विज्ञप्ति जारी दिनांक : 24-06-2025: [711, 951, 794, 958]
- gda-ad: [250, 628, 482, 748]
- notice-body: एतद् द्वारा सर्वसाधारण को सूचित किया जाता है कि नगर निगम ग्वालियर के क्षेत्र अंतर्गत स्थित भवन सम्पत्ति पर नामांतरण हेतु आवेदन प्रस्तुत किया गया है। यदि किसी भी व्यक्ति/संस्था को इस नामांतरण पर कोई आपत्ति हो तो वह इस सूचना के प्रकाशन के 15 दिवस के अंदर संबंधित विभाग में लिखित आपत्ति प्रस्तुत करें, अन्यथा नियमानुसार कार्यवाही की जाएगी।: [478, 882, 584, 932]
- notice-subtitle: भवन स्वामी द्वारा जारी: [625, 771, 670, 777]
- ad-sign: सहा. नोडल अधिकारी कम्प्यूटरीकरण: [88, 689, 164, 696]
- print-marks: [0, 1426, 945, 1445]
- vaishya-headline: वैश्य समाज ने किया युवा प्रतिभाओं का सम्मान: [494, 374, 739, 390]
- notice-date: विज्ञप्ति जारी दिनांक : 24-06-2025: [12, 944, 94, 951]
- notice-title: संशोधन सूचना: [830, 244, 937, 260]
- notice-body: एतद् द्वारा सर्वसाधारण को सूचित किया जाता है कि नगर निगम ग्वालियर के क्षेत्र अंतर्गत स्थित भवन सम्पत्ति पर नामांतरण हेतु आवेदन प्रस्तुत किया गया है। यदि किसी भी व्यक्ति/संस्था को इस नामांतरण पर कोई आपत्ति हो तो वह इस सूचना के प्रकाशन के 15 दिवस के अंदर संबंधित विभाग में लिखित आपत्ति प्रस्तुत करें, अन्यथा नियमानुसार कार्यवाही की जाएगी।: [828, 1211, 933, 1261]
- ad-footer: ज.स. RO क्रमांक 432 दिनांक 24.06.2025: [492, 706, 589, 713]
- ad-ref: क्रमांक 37/25/2/10/कार्यू/2025: [12, 647, 84, 653]
- notice-address: पता: ग्वालियर: [750, 1280, 779, 1287]
- cmyk-mark: [72, 1429, 84, 1441]
- cmyk-mark: [874, 1429, 886, 1441]
- notice-body: एतद् द्वारा सर्वसाधारण को सूचित किया जाता है कि नगर निगम ग्वालियर के क्षेत्र अंतर्गत स्थित भवन सम्पत्ति पर नामांतरण हेतु आवेदन प्रस्तुत किया गया है। यदि किसी भी व्यक्ति/संस्था को इस नामांतरण पर कोई आपत्ति हो तो वह इस सूचना के प्रकाशन के 15 दिवस के अंदर संबंधित विभाग में लिखित आपत्ति प्रस्तुत करें, अन्यथा नियमानुसार कार्यवाही की जाएगी।: [711, 1166, 817, 1216]
- ad-sign-2: Gwalior Development Authority, Gwalior: [352, 712, 478, 719]
- notice-title: नामांकन विज्ञप्ति / आम सूचना: [362, 758, 467, 769]
- notice-body: एतद् द्वारा सर्वसाधारण को सूचित किया जाता है कि नगर निगम ग्वालियर के क्षेत्र अंतर्गत स्थित भवन सम्पत्ति पर नामांतरण हेतु आवेदन प्रस्तुत किया गया है। यदि किसी भी व्यक्ति/संस्था को इस नामांतरण पर कोई आपत्ति हो तो वह इस सूचना के प्रकाशन के 15 दिवस के अंदर संबंधित विभाग में लिखित आपत्ति प्रस्तुत करें, अन्यथा नियमानुसार कार्यवाही की जाएगी।: [361, 771, 467, 821]
- cmyk-mark: [58, 1429, 70, 1441]
- notice-title: नामांकन विज्ञप्ति / आम सूचना: [129, 758, 234, 769]
- page-number: 05: [896, 6, 942, 34]
- vaishya-photo: [596, 404, 816, 500]
- notice-body: एतद् द्वारा सर्वसाधारण को सूचित किया जाता है कि नगर निगम ग्वालियर के क्षेत्र अंतर्गत स्थित भवन सम्पत्ति पर नामांतरण हेतु आवेदन प्रस्तुत किया गया है। यदि किसी भी व्यक्ति/संस्था को इस नामांतरण पर कोई आपत्ति हो तो वह इस सूचना के प्रकाशन के 15 दिवस के अंदर संबंधित विभाग में लिखित आपत्ति प्रस्तुत करें, अन्यथा नियमानुसार कार्यवाही की जाएगी।: [12, 875, 117, 925]
- notice-body: एतद् द्वारा सर्वसाधारण को सूचित किया जाता है कि नगर निगम ग्वालियर के क्षेत्र अंतर्गत स्थित भवन सम्पत्ति पर नामांतरण हेतु आवेदन प्रस्तुत किया गया है। यदि किसी भी व्यक्ति/संस्था को इस नामांतरण पर कोई आपत्ति हो तो वह इस सूचना के प्रकाशन के 15 दिवस के अंदर संबंधित विभाग में लिखित आपत्ति प्रस्तुत करें, अन्यथा नियमानुसार कार्यवाही की जाएगी।: [128, 1107, 234, 1157]
- classified-notice: [591, 754, 704, 1082]
- ad-catalog: कैटलॉग संख्या: JHS-PAY-USE-24: [856, 676, 937, 683]
- notice-body: एतद् द्वारा सर्वसाधारण को सूचित किया जाता है कि नगर निगम ग्वालियर के क्षेत्र अंतर्गत स्थित भवन सम्पत्ति पर नामांतरण हेतु आवेदन प्रस्तुत किया गया है। यदि किसी भी व्यक्ति/संस्था को इस नामांतरण पर कोई आपत्ति हो तो वह इस सूचना के प्रकाशन के 15 दिवस के अंदर संबंधित विभाग में लिखित आपत्ति प्रस्तुत करें, अन्यथा नियमानुसार कार्यवाही की जाएगी।: [361, 875, 467, 925]
- notice-body: एतद् द्वारा सर्वसाधारण को सूचित किया जाता है कि नगर निगम ग्वालियर के क्षेत्र अंतर्गत स्थित भवन सम्पत्ति पर नामांतरण हेतु आवेदन प्रस्तुत किया गया है। यदि किसी भी व्यक्ति/संस्था को इस नामांतरण पर कोई आपत्ति हो तो वह इस सूचना के प्रकाशन के 15 दिवस के अंदर संबंधित विभाग में लिखित आपत्ति प्रस्तुत करें, अन्यथा नियमानुसार कार्यवाही की जाएगी।: [595, 1159, 700, 1209]
- ad-subtitle: //चतुर्थ निविदा विज्ञप्ति//: [94, 654, 158, 663]
- notice-address: पता: ग्वालियर: [866, 944, 895, 951]
- notice-title: नामांकन विज्ञप्ति / आम सूचना: [12, 758, 117, 769]
- ad-date: Dated : 24/06/2025: [418, 640, 478, 646]
- notice-body: एतद् द्वारा सर्वसाधारण को सूचित किया जाता है कि नगर निगम ग्वालियर के क्षेत्र अंतर्गत स्थित भवन सम्पत्ति पर नामांतरण हेतु आवेदन प्रस्तुत किया गया है। यदि किसी भी व्यक्ति/संस्था को इस नामांतरण पर कोई आपत्ति हो तो वह इस सूचना के प्रकाशन के 15 दिवस के अंदर संबंधित विभाग में लिखित आपत्ति प्रस्तुत करें, अन्यथा नियमानुसार कार्यवाही की जाएगी।: [828, 1107, 933, 1157]
- notice-date: विज्ञप्ति जारी दिनांक : 24.06.2025: [478, 1280, 560, 1287]
- notice-title: नामांकन विज्ञप्ति/आम सूचना: [595, 1094, 700, 1105]
